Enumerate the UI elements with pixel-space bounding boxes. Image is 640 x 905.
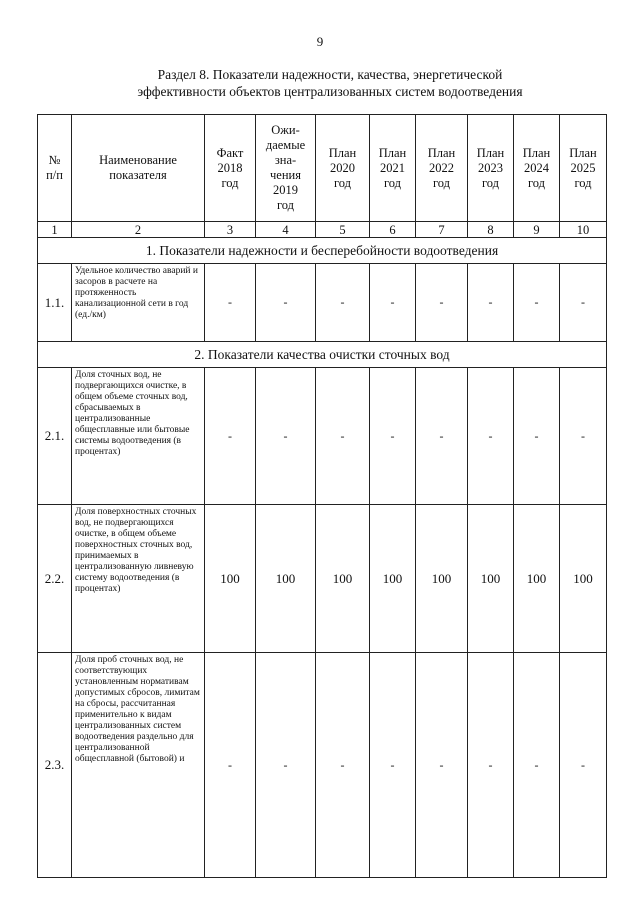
column-number: 1 [38, 222, 72, 238]
value-cell: - [416, 368, 468, 505]
value-cell: - [370, 368, 416, 505]
row-number: 1.1. [38, 264, 72, 342]
row-number: 2.3. [38, 653, 72, 878]
value-cell: 100 [205, 505, 256, 653]
value-cell: - [205, 368, 256, 505]
header-cell-plan-2025: План 2025 год [560, 115, 607, 222]
table-row [38, 653, 607, 878]
section-title-line-1: Раздел 8. Показатели надежности, качества, энергетической [157, 67, 503, 82]
value-cell: 100 [316, 505, 370, 653]
value-cell: 100 [468, 505, 514, 653]
value-cell: - [514, 368, 560, 505]
section-2-title: 2. Показатели качества очистки сточных вод [38, 342, 607, 368]
value-cell: - [416, 264, 468, 342]
column-number: 7 [416, 222, 468, 238]
value-cell: - [205, 264, 256, 342]
value-cell: 100 [514, 505, 560, 653]
indicator-name: Доля поверхностных сточных вод, не подвергающихся очистке, в общем объеме поверхностных сточных вод, принимаемых в централизованную ливневую систему водоотведения (в процентах) [72, 505, 205, 653]
value-cell: - [370, 653, 416, 878]
column-number: 5 [316, 222, 370, 238]
value-cell: - [560, 653, 607, 878]
row-number: 2.2. [38, 505, 72, 653]
header-row [38, 115, 607, 222]
value-cell: - [468, 653, 514, 878]
header-cell-expected-2019: Ожи- даемые зна- чения 2019 год [256, 115, 316, 222]
header-cell-plan-2024: План 2024 год [514, 115, 560, 222]
table-row [38, 505, 607, 653]
indicator-name: Доля сточных вод, не подвергающихся очистке, в общем объеме сточных вод, сбрасываемых в централизованные общесплавные или бытовые системы водоотведения (в процентах) [72, 368, 205, 505]
header-cell-fact-2018: Факт 2018 год [205, 115, 256, 222]
column-number: 6 [370, 222, 416, 238]
value-cell: 100 [256, 505, 316, 653]
indicator-name: Удельное количество аварий и засоров в расчете на протяженность канализационной сети в год (ед./км) [72, 264, 205, 342]
column-number: 9 [514, 222, 560, 238]
section-header-row [38, 342, 607, 368]
indicator-name: Доля проб сточных вод, не соответствующих установленным нормативам допустимых сбросов, лимитам на сбросы, рассчитанная применительно к видам централизованных систем водоотведения раздельно для централизованной общесплавной (бытовой) и [72, 653, 205, 878]
column-number-row [38, 222, 607, 238]
value-cell: - [316, 264, 370, 342]
section-title-line-2: эффективности объектов централизованных систем водоотведения [137, 84, 523, 99]
header-cell-name: Наименование показателя [72, 115, 205, 222]
header-cell-plan-2020: План 2020 год [316, 115, 370, 222]
header-cell-plan-2022: План 2022 год [416, 115, 468, 222]
value-cell: - [205, 653, 256, 878]
column-number: 8 [468, 222, 514, 238]
column-number: 3 [205, 222, 256, 238]
header-cell-plan-2021: План 2021 год [370, 115, 416, 222]
section-title [60, 66, 600, 100]
value-cell: - [514, 653, 560, 878]
value-cell: - [560, 264, 607, 342]
value-cell: - [468, 368, 514, 505]
value-cell: 100 [416, 505, 468, 653]
column-number: 4 [256, 222, 316, 238]
row-number: 2.1. [38, 368, 72, 505]
value-cell: - [256, 264, 316, 342]
indicators-table [37, 114, 607, 878]
value-cell: - [416, 653, 468, 878]
section-1-title: 1. Показатели надежности и бесперебойности водоотведения [38, 238, 607, 264]
table-row [38, 368, 607, 505]
value-cell: - [560, 368, 607, 505]
table-row [38, 264, 607, 342]
value-cell: - [370, 264, 416, 342]
value-cell: - [256, 368, 316, 505]
value-cell: - [316, 653, 370, 878]
value-cell: - [468, 264, 514, 342]
header-cell-plan-2023: План 2023 год [468, 115, 514, 222]
value-cell: 100 [370, 505, 416, 653]
value-cell: - [316, 368, 370, 505]
section-header-row [38, 238, 607, 264]
header-cell-num: № п/п [38, 115, 72, 222]
value-cell: - [514, 264, 560, 342]
value-cell: 100 [560, 505, 607, 653]
value-cell: - [256, 653, 316, 878]
page-number: 9 [316, 34, 324, 49]
column-number: 10 [560, 222, 607, 238]
column-number: 2 [72, 222, 205, 238]
